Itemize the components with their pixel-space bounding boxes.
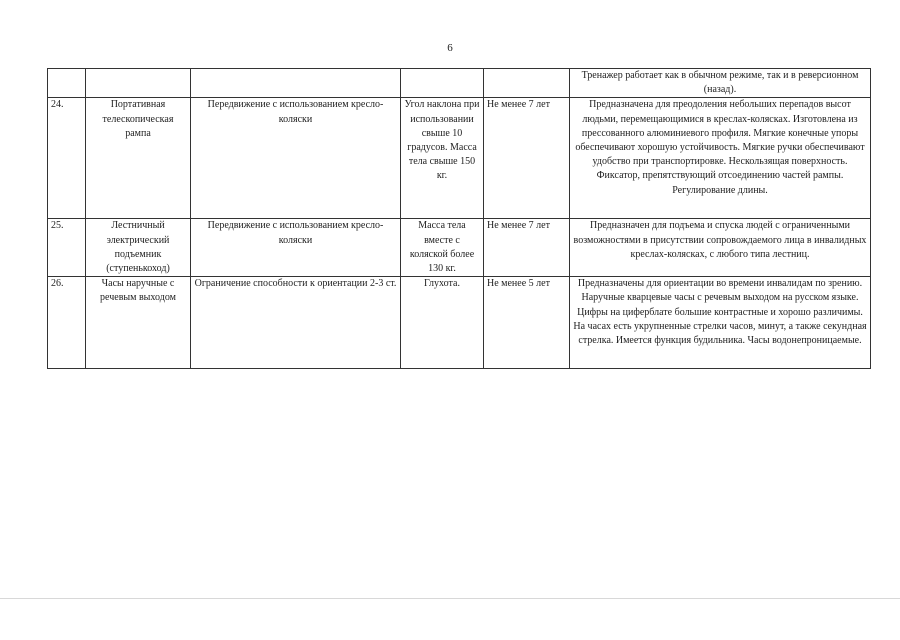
cell-params (401, 69, 484, 98)
cell-age: Не менее 7 лет (484, 98, 570, 219)
cell-number (48, 69, 86, 98)
cell-number: 25. (48, 219, 86, 277)
table-row (48, 219, 871, 277)
page-edge-line (0, 598, 900, 599)
table-row (48, 98, 871, 219)
table-row (48, 69, 871, 98)
cell-age: Не менее 7 лет (484, 219, 570, 277)
cell-purpose: Ограничение способности к ориентации 2-3 ст. (191, 277, 401, 369)
table-row (48, 277, 871, 369)
cell-params: Глухота. (401, 277, 484, 369)
cell-age: Не менее 5 лет (484, 277, 570, 369)
cell-purpose: Передвижение с использованием кресло-коляски (191, 219, 401, 277)
cell-name (86, 69, 191, 98)
equipment-table (47, 68, 871, 369)
cell-description: Предназначены для ориентации во времени инвалидам по зрению. Наручные кварцевые часы с речевым выходом на русском языке. Цифры на циферблате большие контрастные и хорошо различимы. На часах есть укрупненные стрелки часов, минут, а также секундная стрелка. Имеется функция будильника. Часы водонепроницаемые. (570, 277, 871, 369)
cell-name: Портативная телескопическая рампа (86, 98, 191, 219)
cell-params: Угол наклона при использовании свыше 10 градусов. Масса тела свыше 150 кг. (401, 98, 484, 219)
cell-name: Лестничный электрический подъемник (ступенькоход) (86, 219, 191, 277)
page-number: 6 (447, 42, 453, 54)
cell-description: Предназначен для подъема и спуска людей с ограниченными возможностями в присутствии сопровождаемого лица в инвалидных креслах-колясках, с любого типа лестниц. (570, 219, 871, 277)
cell-age (484, 69, 570, 98)
cell-name: Часы наручные с речевым выходом (86, 277, 191, 369)
cell-number: 24. (48, 98, 86, 219)
cell-description: Предназначена для преодоления небольших перепадов высот людьми, перемещающимися в креслах-колясках. Изготовлена из прессованного алюминиевого профиля. Мягкие конечные упоры обеспечивают хорошую устойчивость. Мягкие ручки обеспечивают удобство при транспортировке. Нескользящая поверхность. Фиксатор, препятствующий отсоединению частей рампы. Регулирование длины. (570, 98, 871, 219)
cell-description: Тренажер работает как в обычном режиме, так и в реверсионном (назад). (570, 69, 871, 98)
cell-purpose (191, 69, 401, 98)
cell-params: Масса тела вместе с коляской более 130 кг. (401, 219, 484, 277)
cell-number: 26. (48, 277, 86, 369)
cell-purpose: Передвижение с использованием кресло-коляски (191, 98, 401, 219)
